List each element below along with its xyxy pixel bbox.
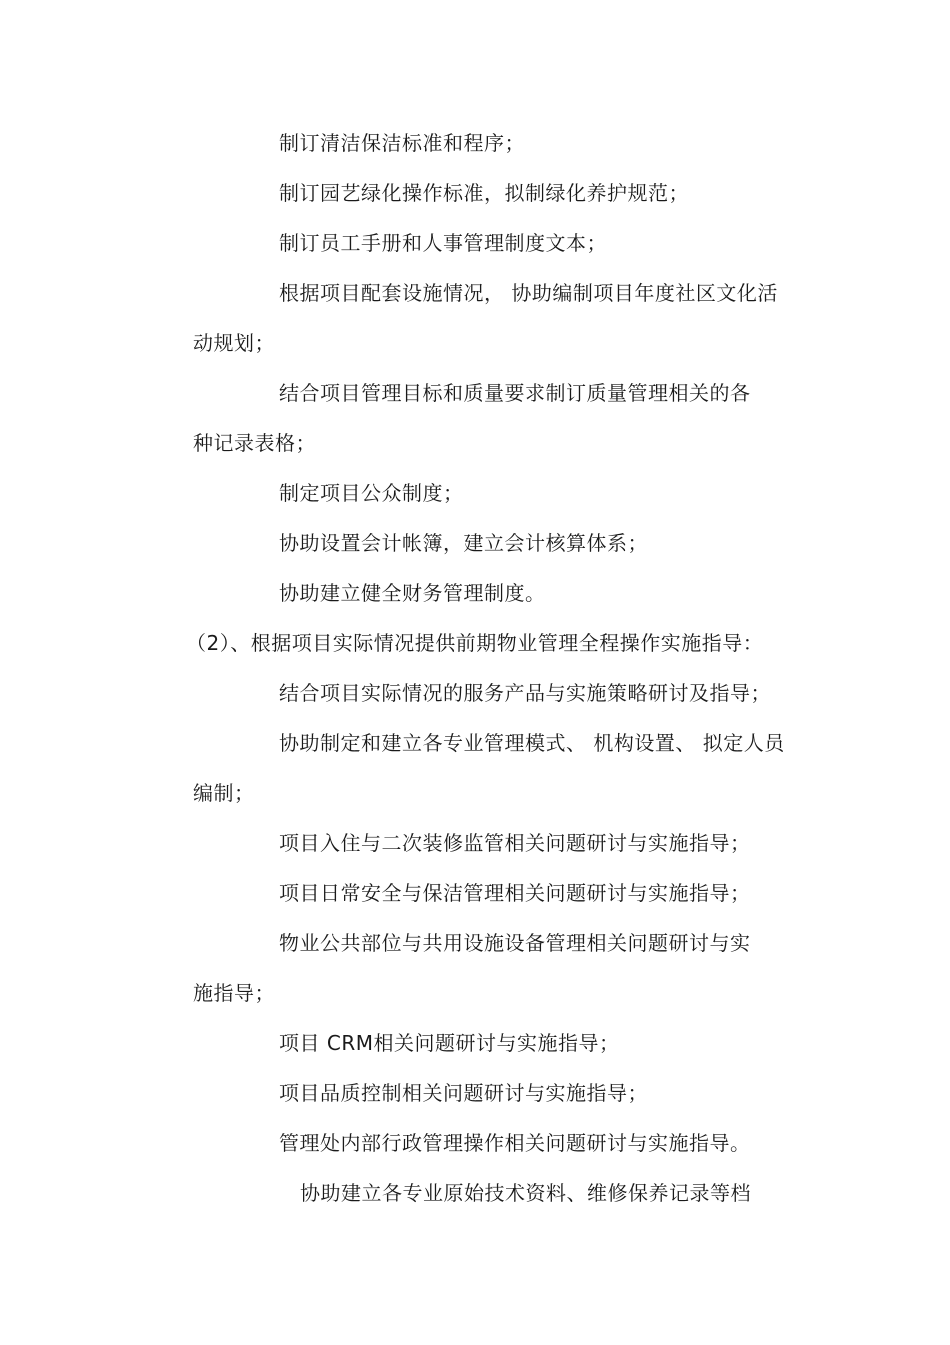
text-line-9: 协助设置会计帐簿，建立会计核算体系； [279,531,648,555]
text-line-12: 结合项目实际情况的服务产品与实施策略研讨及指导； [279,681,771,705]
text-line-4: 根据项目配套设施情况， 协助编制项目年度社区文化活 [279,281,778,305]
text-line-20: 项目品质控制相关问题研讨与实施指导； [279,1081,648,1105]
text-line-7: 种记录表格； [193,431,316,455]
text-line-17: 物业公共部位与共用设施设备管理相关问题研讨与实 [279,931,751,955]
text-line-14: 编制； [193,781,255,805]
text-line-8: 制定项目公众制度； [279,481,464,505]
text-line-1: 制订清洁保洁标准和程序； [279,131,525,155]
text-line-2: 制订园艺绿化操作标准，拟制绿化养护规范； [279,181,689,205]
text-line-5: 动规划； [193,331,275,355]
text-line-19: 项目 CRM相关问题研讨与实施指导； [279,1031,620,1055]
section-heading: （2）、根据项目实际情况提供前期物业管理全程操作实施指导： [186,631,764,655]
text-line-18: 施指导； [193,981,275,1005]
text-line-22: 协助建立各专业原始技术资料、维修保养记录等档 [300,1181,751,1205]
text-line-21: 管理处内部行政管理操作相关问题研讨与实施指导。 [279,1131,751,1155]
text-line-10: 协助建立健全财务管理制度。 [279,581,546,605]
text-line-15: 项目入住与二次装修监管相关问题研讨与实施指导； [279,831,751,855]
text-line-6: 结合项目管理目标和质量要求制订质量管理相关的各 [279,381,751,405]
text-line-13: 协助制定和建立各专业管理模式、 机构设置、 拟定人员 [279,731,785,755]
text-line-3: 制订员工手册和人事管理制度文本； [279,231,607,255]
text-line-16: 项目日常安全与保洁管理相关问题研讨与实施指导； [279,881,751,905]
